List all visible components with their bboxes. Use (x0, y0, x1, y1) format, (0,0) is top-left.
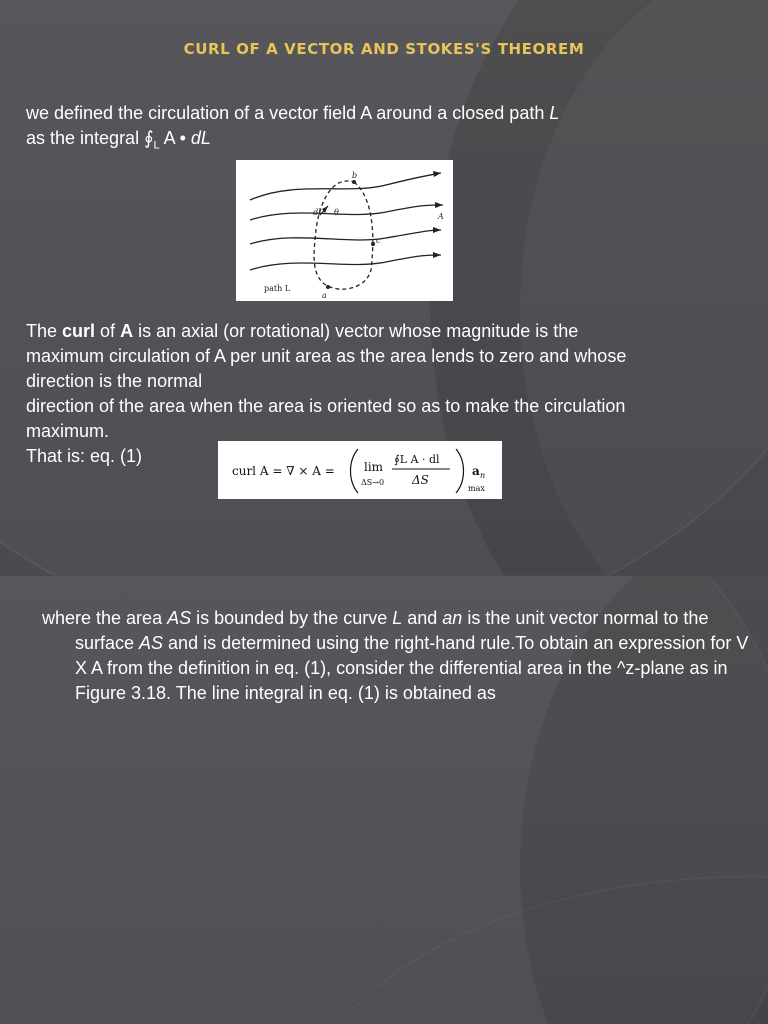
para-text-part: is bounded by the curve (191, 608, 393, 628)
def-line-3: direction is the normal (26, 371, 203, 391)
figure-label-c: c (376, 236, 381, 245)
def-line-1 (26, 319, 756, 344)
para-text-part: and is determined using the right-hand rule.To obtain an expression for V X A from the definition in eq. (1), consider the differential area in the ^z-plane as in Figure 3.18. The line integral in eq. (1) is obtained as (75, 633, 749, 703)
def-text-part: is an axial (or rotational) vector whose magnitude is the (133, 321, 579, 341)
intro-text-part: as the integral ∮ (26, 128, 154, 148)
equation-lim-sub: ΔS→0 (361, 478, 385, 487)
def-line-2: maximum circulation of A per unit area as the area lends to zero and whose (26, 346, 627, 366)
intro-text (26, 101, 746, 159)
intro-text-part: A • (159, 128, 191, 148)
intro-line-2 (26, 126, 746, 159)
intro-text-part: we defined the circulation of a vector field A around a closed path (26, 103, 550, 123)
para-italic-AS: AS (167, 608, 192, 628)
slide-2-paragraph (42, 606, 755, 706)
curl-equation (218, 441, 502, 499)
figure-label-theta: θ (334, 208, 339, 217)
figure-label-path: path L (264, 284, 291, 293)
def-line-4: direction of the area when the area is oriented so as to make the circulation (26, 396, 626, 416)
equation-max-sub: max (468, 484, 485, 493)
figure-label-dl: dl (313, 208, 321, 217)
def-line-5: maximum. (26, 421, 110, 441)
para-text-part: where the area (42, 608, 168, 628)
para-italic-AS: AS (139, 633, 164, 653)
integral-subscript: L (153, 139, 160, 152)
intro-dl-symbol: dL (190, 128, 211, 148)
figure-label-b: b (352, 171, 358, 180)
def-curl-bold: curl (62, 321, 96, 341)
circulation-figure (236, 160, 453, 301)
equation-unit-sub: n (480, 471, 486, 480)
para-text-part: is the unit vector normal to the surface (75, 608, 709, 653)
equation-unit-vector: a (472, 464, 480, 478)
figure-label-A: A (438, 212, 444, 221)
def-text-part: The (26, 321, 63, 341)
intro-line-1 (26, 101, 746, 126)
equation-denominator: ΔS (412, 473, 429, 487)
circulation-figure-svg (236, 160, 453, 301)
equation-lim: lim (364, 460, 384, 474)
intro-path-symbol: L (549, 103, 560, 123)
equation-lhs: curl A = ∇ × A = (232, 464, 335, 478)
para-italic-L: L (392, 608, 403, 628)
equation-numerator: ∮L A · dl (394, 453, 440, 466)
figure-label-a: a (322, 291, 327, 300)
curl-equation-svg (218, 441, 502, 499)
def-A-bold: A (120, 321, 134, 341)
para-italic-an: an (442, 608, 463, 628)
slide-title: CURL OF A VECTOR AND STOKES'S THEOREM (183, 40, 585, 58)
def-line-6: That is: eq. (1) (26, 446, 143, 466)
para-text-part: and (402, 608, 443, 628)
def-text-part: of (95, 321, 121, 341)
